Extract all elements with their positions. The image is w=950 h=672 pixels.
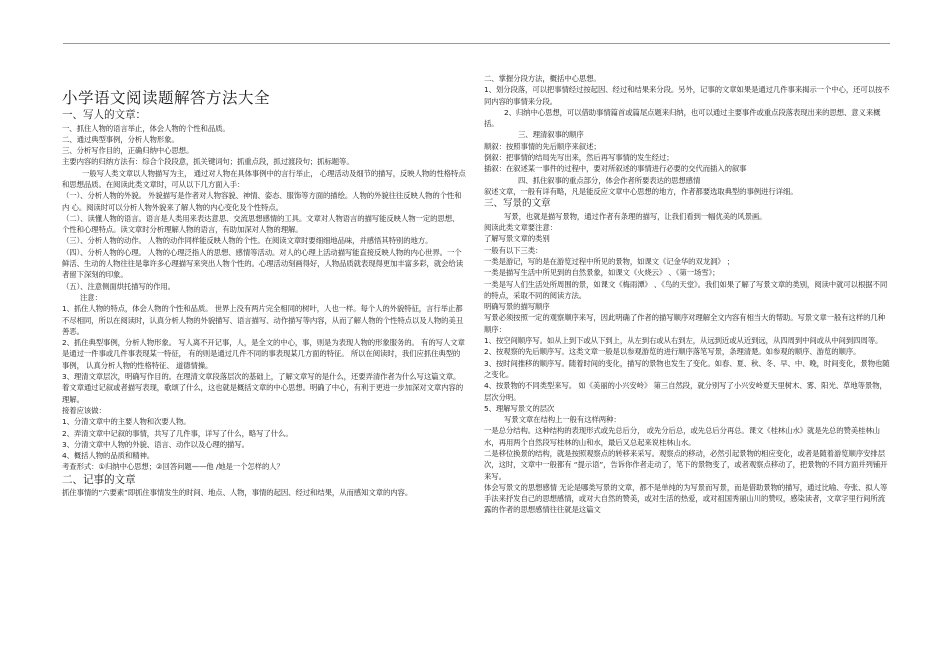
paragraph: 2、抓住典型事例，分析人物形象。 写人离不开记事，人，是全文的中心，事，则是为表现人物的形象服务的。 有的写人文章是通过一件事或几件事表现某一特征， 有的则是通过几件不同的事表现某几方面的特征。 所以在阅读时，我们应抓住典型的事例， 认真分析人物的性格特征、 道德情操。 — [62, 338, 465, 370]
paragraph: 主要内容的归纳方法有：综合个段段意，抓关键词句；抓重点段，抓过渡段句；抓标题等。 — [62, 157, 354, 167]
paragraph: 了解写景文章的类别 — [484, 234, 550, 244]
paragraph: 阅读此类文章要注意： — [484, 223, 557, 233]
paragraph: 写景必须按照一定的观察顺序来写，因此明确了作者的描写顺序对理解全文内容有相当大的帮助。写景文章一般有这样的几种顺序： — [484, 313, 885, 334]
header-rule — [63, 43, 890, 44]
paragraph: 叙述文章，一般有详有略，凡是能反应文章中心思想的地方，作者都要选取典型的事例进行详细。 — [484, 186, 798, 196]
paragraph: 2、归纳中心思想，可以借助事情篇首或篇尾点题来归纳，也可以通过主要事件或重点段落表现出来的思想、意义来概括。 — [484, 107, 881, 129]
paragraph: 注意： — [80, 292, 102, 302]
paragraph: （三）、分析人物的动作。 人物的动作同样能反映人物的个性。在阅读文章时要细细地品味，并感悟其特别的地方。 — [62, 236, 433, 246]
paragraph: 2、按观察的先后顺序写。这类文章一般是以参观游览的进行顺序落笔写景，条理清楚。如参观的顺序、游览的顺序。 — [484, 347, 861, 357]
paragraph: 二、通过典型事例，分析人物形象。 — [62, 134, 179, 144]
paragraph: （五）、注意侧面烘托描写的作用。 — [62, 281, 175, 291]
paragraph: 写景，也就是描写景物，通过作者有条理的描写，让我们看到一幅优美的风景画。 — [504, 211, 767, 221]
paragraph: 3、理清文章层次，明确写作目的。在理清文章段落层次的基础上，了解文章写的是什么，还要弄清作者为什么写这篇文章。着文章通过记叙或者描写表现，歌颂了什么，这也就是概括文章的中心思想。明确了中心，有利于更进一步加深对文章内容的理解。 — [62, 372, 463, 404]
paragraph: 3、分清文章中人物的外貌、语言、动作以及心理的描写。 — [62, 439, 249, 449]
paragraph: 接着应该做： — [62, 405, 106, 415]
section-heading: 三、写景的文章 — [484, 198, 551, 210]
paragraph: 顺叙：按照事情的先后顺序来叙述； — [484, 141, 601, 151]
left-column — [62, 88, 466, 499]
paragraph: 考查形式：①归纳中心思想；②回答问题——他 /她是一个怎样的人？ — [62, 462, 284, 472]
paragraph: （一）、分析人物的外貌。 外貌描写是作者对人物容貌、神情、姿态、服饰等方面的描绘。人物的外貌往往反映人物的个性和内 心。阅读时可以分析人物外貌来了解人物的内心变化及个性特点。 — [62, 191, 462, 212]
paragraph: 1、分清文章中的主要人物和次要人物。 — [62, 417, 191, 427]
paragraph: （二）、读懂人物的语言。语言是人类用来表达意思、交流思想感情的工具。文章对人物语言的描写能反映人物一定的思想、个性和心理特点。读文章时分析理解人物的语言，有助加深对人物的理解。 — [62, 213, 460, 235]
paragraph: 二、掌握分段方法，概括中心思想。 — [484, 74, 601, 83]
paragraph: 5、理解写景文的层次 — [484, 403, 555, 413]
document-title: 小学语文阅读题解答方法大全 — [62, 89, 271, 107]
paragraph: 4、按景物的不同类型来写。 如《美丽的小兴安岭》 第三自然段，就分别写了小兴安岭夏天里树木、雾、阳光、草地等景物，层次分明。 — [484, 381, 887, 402]
paragraph: 写景文章在结构上一般有这样两种： — [504, 415, 621, 425]
right-column — [484, 73, 890, 516]
paragraph: 二是移位换景的结构，就是按照观察点的转移来采写。观察点的移动，必然引起景物的相应变化，或者是随着游览顺序安排层次，这时，文章中一般都有 “提示语”，告诉你作者走动了，笔下的景物变了，或者观察点移动了，把景物的不同方面并列铺开来写。 — [484, 449, 888, 481]
paragraph: 一类是游记，写的是在游览过程中所见的景物，如课文《记金华的双龙洞》 ； — [484, 256, 735, 266]
paragraph: 一般写人类文章以人物描写为主， 通过对人物在具体事例中的言行举止， 心理活动及细节的描写，反映人物的性格特点和思想品质。在阅读此类文章时，可从以下几方面入手： — [62, 168, 466, 189]
sub-heading: 四、抓住叙事的重点部分，体会作者所要表达的思想感情 — [518, 175, 701, 185]
paragraph: 2、弄清文章中记叙的事情，共写了几件事，详写了什么，略写了什么。 — [62, 428, 293, 438]
paragraph: 1、按空间顺序写。如从上到下或从下到上，从左到右或从右到左，从远到近或从近到远，从四周到中间或从中间到四周等。 — [484, 336, 883, 346]
section-heading: 二、记事的文章 — [62, 473, 136, 486]
paragraph: 一是总分结构。这种结构的表现形式或先总后分， 或先分后总，或先总后分再总。课文《桂林山水》就是先总的赞美桂林山水，再用两个自然段写桂林的山和水，最后又总起来说桂林山水。 — [484, 426, 880, 447]
section-heading: 一、写人的文章： — [62, 109, 146, 121]
paragraph: 一般有以下三类： — [484, 245, 543, 255]
paragraph: 抓住事情的“六要素”即抓住事情发生的时间、地点、人物，事情的起因、经过和结果，从而感知文章的内容。 — [62, 488, 413, 498]
paragraph: 体会写景文的思想感情 无论是哪类写景的文章，都不是单纯的为写景而写景，而是借助景物的描写，通过比喻、夸张、拟人等手法来抒发自己的思想感情，或对大自然的赞美，或对生活的热爱，或对祖国秀丽山川的赞叹，感染读者，文章字里行间所流露的作者的思想感情往往就是这篇文 — [484, 482, 888, 515]
paragraph: 三、分析写作目的，正确归纳中心思想。 — [62, 146, 194, 156]
paragraph: 3、按时间推移的顺序写。随着时间的变化，描写的景物也发生了变化。如春、夏、秋、冬、早、中、晚，时间变化，景物也随之变化。 — [484, 358, 890, 379]
paragraph: 一、抓住人物的语言举止，体会人物的个性和品质。 — [62, 123, 230, 133]
paragraph: 一类是描写生活中所见到的自然景象，如课文《火烧云》 、《第一场雪》； — [484, 268, 720, 278]
paragraph: 明确写景的描写顺序 — [484, 302, 550, 312]
paragraph: 1、划分段落，可以把事情经过按起因、经过和结果来分段。另外，记事的文章如果是通过几件事来揭示一个中心，还可以按不同内容的事情来分段。 — [484, 85, 890, 106]
sub-heading: 三、理清叙事的顺序 — [518, 130, 584, 140]
paragraph: 1、抓住人物的特点，体会人物的个性和品质。 世界上没有两片完全相同的树叶，人也一样。每个人的外貌特征，言行举止都不尽相同，所以在阅读时，认真分析人物的外貌描写、语言描写、动作描写等内容，从而了解人物的个性特点以及人物的美丑善恶。 — [62, 304, 463, 336]
paragraph: 插叙：在叙述某一事件的过程中，要对所叙述的事情进行必要的交代而插入的叙事 — [484, 164, 747, 174]
paragraph: 倒叙：把事情的结局先写出来，然后再写事情的发生经过； — [484, 153, 674, 163]
paragraph: （四）、分析人物的心理。 人物的心理泛指人的思想、感情等活动。对人的心理上活动描写能直接反映人物的内心世界。一个鲜活、生动的人物往往是靠许多心理描写来突出人物个性的。心理活动刻画得好，人物品质就表现得更加丰富多彩，就会给读者留下深刻的印象。 — [62, 247, 463, 280]
paragraph: 一类是写人们生活处所周围的景，如课文《梅雨潭》 、《鸟的天堂》。我们如果了解了写景文章的类别，阅读中就可以根据不同的特点，采取不同的阅读方法。 — [484, 279, 888, 300]
paragraph: 4、概括人物的品质和精神。 — [62, 451, 155, 461]
